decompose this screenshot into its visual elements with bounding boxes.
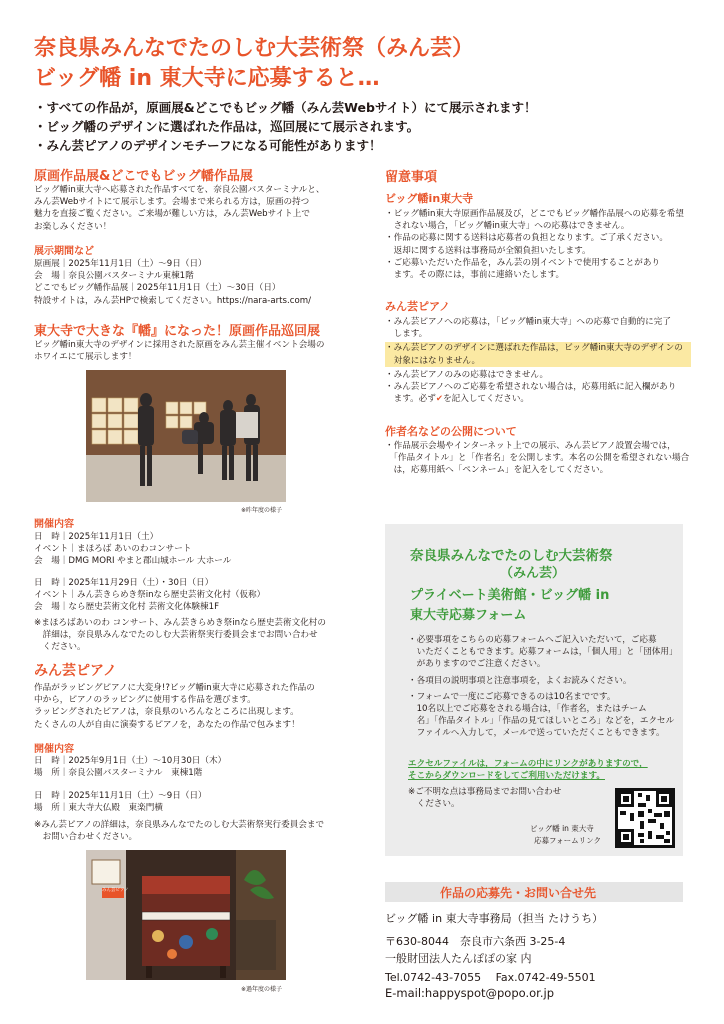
period-label: 展示期間など (34, 246, 94, 257)
event-line: 日 時｜2025年9月1日（土）～10月30日（木） (34, 756, 227, 766)
photo-caption: ※過年度の様子 (241, 986, 283, 993)
intro-bullet: ・ビッグ幡のデザインに選ばれた作品は，巡回展にて展示されます。 (34, 119, 420, 134)
piano-photo (86, 850, 286, 980)
note-text: ます。必ず (385, 394, 436, 405)
body-line: ラッピングされたピアノは，奈良県のいろんなところに出現します。 (34, 707, 299, 718)
note-line: 「作品タイトル」と「作者名」を公開します。本名の公開を希望されない場合 (385, 453, 690, 464)
intro-bullet: ・みん芸ピアノのデザインモチーフになる可能性があります！ (34, 138, 382, 153)
qr-pattern (618, 791, 672, 845)
note-line: ・作品の応募に関する送料は応募者の負担となります。ご了承ください。 (385, 233, 668, 244)
period-line[interactable]: 特設サイトは，みん芸HPで検索してください。https://nara-arts.com/ (34, 295, 311, 306)
contact-office: ビッグ幡 in 東大寺事務局（担当 たけうち） (385, 912, 604, 925)
event-line: 場 所｜東大寺大仏殿 東楽門横 (34, 803, 163, 814)
note-line: 詳細は，奈良県みんなでたのしむ大芸術祭実行委員会までお問い合わせ (34, 630, 318, 641)
note-line: ・作品展示会場やインターネット上での展示、みん芸ピアノ設置会場では， (385, 441, 676, 451)
form-line: ファイルへ入力して，メールで送っていただくこともできます。 (408, 728, 665, 739)
form-line: 名」「作品タイトル」「作品の見てほしいところ」などを，エクセル (408, 716, 675, 727)
form-title-2: （みん芸） (500, 566, 566, 581)
period-line: どこでもビッグ幡作品展｜2025年11月1日（土）～30日（日） (34, 283, 281, 294)
piano-note (34, 819, 324, 843)
excel-download-link[interactable] (408, 758, 648, 782)
note-line: ます。その際には，事前に連絡いたします。 (385, 270, 565, 281)
note-line: ※まほろばあいのわ コンサート、みん芸きらめき祭inなら歴史芸術文化村の (34, 618, 326, 628)
body-line: ビッグ幡in東大寺のデザインに採用された原画をみん芸主催イベント会場の (34, 340, 325, 350)
contact-email[interactable]: E-mail:happyspot@popo.or.jp (385, 986, 554, 1000)
body-line: 魅力を直接ご覧ください。ご来場が難しい方は，みん芸Webサイト上で (34, 209, 310, 220)
form-line: いただくこともできます。応募フォームは，「個人用」と「団体用」 (408, 647, 678, 658)
contact-phone[interactable]: Tel.0742-43-7055 Fax.0742-49-5501 (385, 971, 596, 984)
note-text: を記入してください。 (443, 394, 530, 405)
piano-body (34, 682, 315, 731)
exhibition-photo (86, 370, 286, 502)
event-note (34, 617, 326, 654)
page-title-line2: ビッグ幡 in 東大寺に応募すると… (34, 66, 380, 91)
check-icon: ✔ (435, 394, 444, 405)
piano-event-label: 開催内容 (34, 744, 74, 755)
note-line: ・みん芸ピアノへの応募は，「ビッグ幡in東大寺」への応募で自動的に完了 (385, 317, 671, 327)
note-line: 対象にはなりません。 (385, 355, 481, 366)
notes-sub2-heading: みん芸ピアノ (385, 300, 451, 313)
form-inquiry (408, 786, 561, 810)
note-line: は，応募用紙へ「ペンネーム」を記入をしてください。 (385, 465, 609, 476)
form-line: ・各項目の説明事項と注意事項を，よくお読みください。 (408, 675, 632, 686)
note-line: されない場合，「ビッグ幡in東大寺」への応募はできません。 (385, 221, 630, 232)
body-line: お楽しみください！ (34, 221, 112, 232)
inquiry-line: ※ご不明な点は事務局までお問い合わせ (408, 787, 562, 797)
event-line: 会 場｜なら歴史芸術文化村 芸術文化体験棟1F (34, 602, 220, 613)
notes-sub1-heading: ビッグ幡in東大寺 (385, 192, 474, 205)
exhibition-illustration (86, 370, 286, 502)
body-line: たくさんの人が自由に演奏するピアノを，あなたの作品で包みます！ (34, 719, 300, 730)
event-line: 会 場｜DMG MORI やまと郡山城ホール 大ホール (34, 556, 232, 567)
form-title-3: プライベート美術館・ビッグ幡 in (410, 588, 610, 603)
qr-caption-1: ビッグ幡 in 東大寺 (530, 824, 594, 833)
inquiry-line: ください。 (408, 799, 460, 810)
piano-events-2 (34, 790, 207, 814)
piano-sign-text: みん芸ピアノ (102, 888, 129, 893)
note-line: お問い合わせください。 (34, 832, 138, 843)
body-line: ビッグ幡in東大寺へ応募された作品すべてを、奈良公園バスターミナルと、 (34, 185, 325, 195)
photo-caption: ※昨年度の様子 (241, 507, 283, 514)
form-line: 10名以上でご応募をされる場合は，「作者名，またはチーム (408, 704, 647, 715)
body-line: ホワイエにて展示します！ (34, 352, 137, 363)
piano-heading: みん芸ピアノ (34, 663, 117, 679)
note-line: 返却に関する送料は事務局が全額負担いたします。 (385, 245, 591, 256)
exhibition-body (34, 184, 324, 233)
event-line: 場 所｜奈良公園バスターミナル 東棟1階 (34, 768, 203, 779)
event-list-2 (34, 577, 265, 614)
link-line[interactable]: そこからダウンロードをしてご利用いただけます。 (408, 771, 605, 782)
piano-events-1 (34, 755, 226, 779)
note-line: ・みん芸ピアノのみの応募はできません。 (385, 369, 549, 380)
touring-body (34, 339, 324, 363)
body-line: みん芸Webサイトにて展示します。会場まで来られる方は，原画の持つ (34, 197, 310, 208)
highlighted-note (385, 342, 691, 366)
touring-heading: 東大寺で大きな『幡』になった！原画作品巡回展 (34, 324, 321, 339)
notes-sub2-list (385, 316, 691, 405)
event-line: イベント｜まほろば あいのわコンサート (34, 544, 192, 555)
body-line: 作品がラッピングピアノに大変身!?ビッグ幡in東大寺に応募された作品の (34, 683, 315, 693)
form-title-4: 東大寺応募フォーム (410, 608, 527, 623)
period-line: 会 場｜奈良公園バスターミナル東棟1階 (34, 271, 194, 282)
period-list (34, 258, 311, 307)
contact-heading: 作品の応募先・お問い合せ先 (440, 886, 597, 900)
form-line: ・フォームで一度にご応募できるのは10名までです。 (408, 691, 616, 702)
period-line: 原画展｜2025年11月1日（土）～9日（日） (34, 259, 207, 269)
intro-bullet: ・すべての作品が，原画展&どこでもビッグ幡（みん芸Webサイト）にて展示されます！ (34, 100, 537, 115)
event-line: 日 時｜2025年11月1日（土） (34, 532, 159, 542)
note-line: ・みん芸ピアノへのご応募を希望されない場合は，応募用紙に記入欄があり (385, 382, 677, 393)
contact-org: 一般財団法人たんぽぽの家 内 (385, 952, 532, 965)
qr-code-icon[interactable] (615, 788, 675, 848)
note-line: します。 (385, 329, 428, 340)
note-line: ・ご応募いただいた作品を，みん芸の別イベントで使用することがあり (385, 257, 661, 268)
qr-caption-2: 応募フォームリンク (534, 836, 601, 845)
notes-heading: 留意事項 (385, 170, 438, 185)
note-line: ※みん芸ピアノの詳細は，奈良県みんなでたのしむ大芸術祭実行委員会まで (34, 820, 325, 830)
note-line: ください。 (34, 642, 86, 653)
form-title-1: 奈良県みんなでたのしむ大芸術祭 (410, 548, 613, 564)
note-line-with-check (385, 393, 691, 405)
exhibition-heading: 原画作品展&どこでもビッグ幡作品展 (34, 169, 253, 184)
event-list-1 (34, 531, 231, 568)
page-title-line1: 奈良県みんなでたのしむ大芸術祭（みん芸） (34, 36, 475, 61)
event-line: 日 時｜2025年11月29日（土）・30日（日） (34, 578, 214, 588)
form-line: がありますのでご注意ください。 (408, 659, 546, 670)
body-line: 中から，ピアノのラッピングに使用する作品を選びます。 (34, 695, 256, 706)
form-instructions (408, 634, 678, 740)
note-line: ・みん芸ピアノのデザインに選ばれた作品は，ビッグ幡in東大寺のデザインの (385, 343, 683, 354)
event-line: イベント｜みん芸きらめき祭inなら歴史芸術文化村（仮称） (34, 590, 266, 601)
note-line: ・ビッグ幡in東大寺原画作品展及び，どこでもビッグ幡作品展への応募を希望 (385, 209, 684, 219)
notes-sub3-heading: 作者名などの公開について (385, 425, 517, 438)
event-label: 開催内容 (34, 519, 74, 530)
notes-sub1-list (385, 208, 684, 281)
form-line: ・必要事項をこちらの応募フォームへご記入いただいて，ご応募 (408, 635, 657, 645)
piano-illustration (86, 850, 286, 980)
contact-address: 〒630-8044 奈良市六条西 3-25-4 (385, 935, 566, 948)
event-line: 日 時｜2025年11月1日（土）～9日（日） (34, 791, 207, 801)
notes-sub3-list (385, 440, 689, 477)
link-line[interactable]: エクセルファイルは，フォームの中にリンクがありますので， (408, 759, 648, 769)
